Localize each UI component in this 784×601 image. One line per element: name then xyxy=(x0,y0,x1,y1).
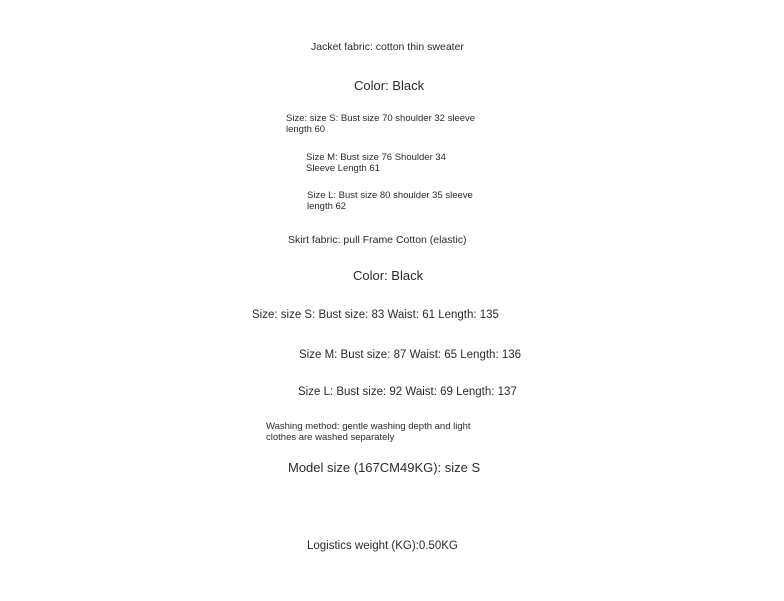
washing-method: Washing method: gentle washing depth and light clothes are washed separately xyxy=(266,421,471,443)
jacket-size-m: Size M: Bust size 76 Shoulder 34 Sleeve Length 61 xyxy=(306,152,446,174)
jacket-size-s: Size: size S: Bust size 70 shoulder 32 sleeve length 60 xyxy=(286,113,476,135)
jacket-color: Color: Black xyxy=(354,78,425,93)
skirt-size-l: Size L: Bust size: 92 Waist: 69 Length: 137 xyxy=(298,386,517,398)
skirt-size-m: Size M: Bust size: 87 Waist: 65 Length: 136 xyxy=(299,349,522,361)
skirt-size-s: Size: size S: Bust size: 83 Waist: 61 Length: 135 xyxy=(252,309,499,321)
model-size: Model size (167CM49KG): size S xyxy=(288,460,481,475)
logistics-weight: Logistics weight (KG):0.50KG xyxy=(307,540,458,552)
skirt-color: Color: Black xyxy=(353,268,424,283)
skirt-fabric: Skirt fabric: pull Frame Cotton (elastic) xyxy=(288,234,467,246)
jacket-size-l: Size L: Bust size 80 shoulder 35 sleeve length 62 xyxy=(307,190,473,212)
jacket-fabric: Jacket fabric: cotton thin sweater xyxy=(311,41,464,53)
